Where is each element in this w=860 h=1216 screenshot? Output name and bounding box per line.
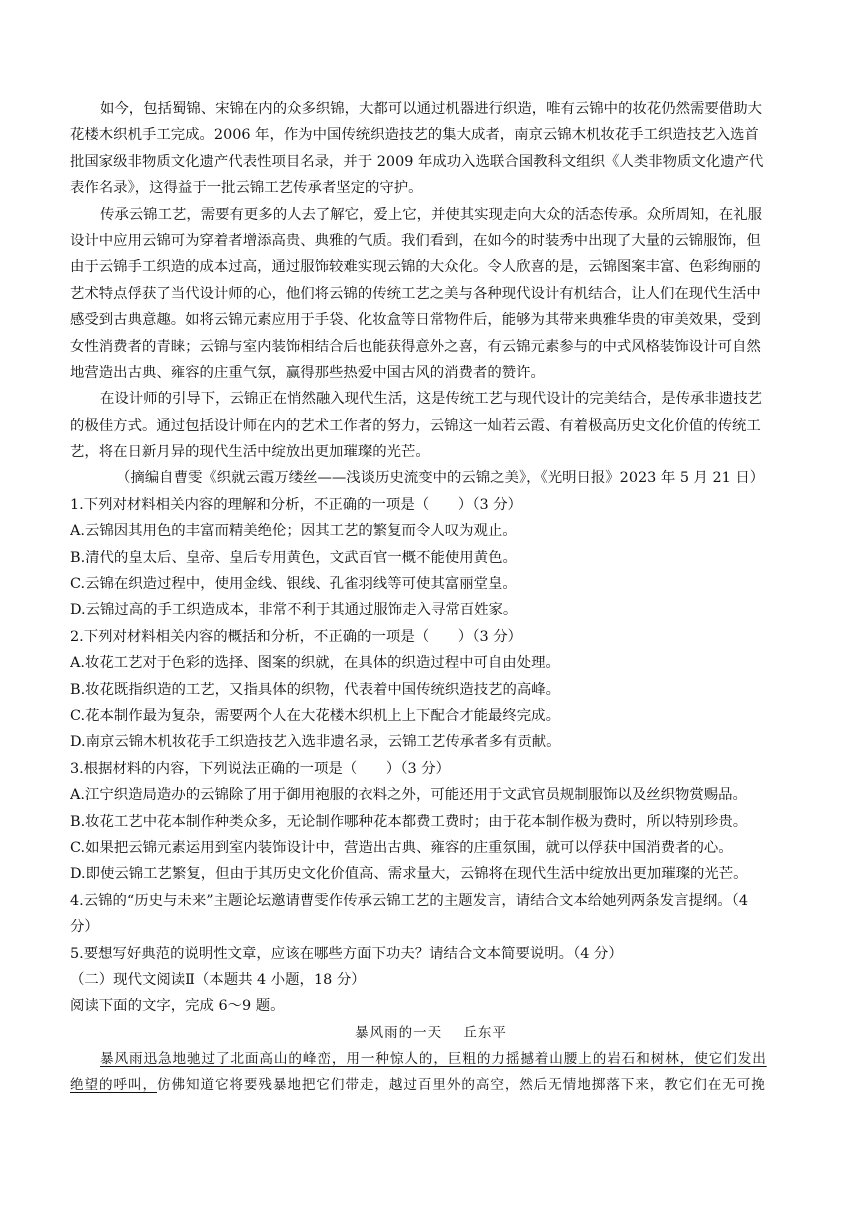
option-c: C.花本制作最为复杂，需要两个人在大花楼木织机上上下配合才能最终完成。 bbox=[70, 707, 560, 724]
option-a: A.云锦因其用色的丰富而精美绝伦；因其工艺的繁复而令人叹为观止。 bbox=[70, 523, 517, 540]
question-stem: 2.下列对材料相关内容的概括和分析，不正确的一项是（ ）（3 分） bbox=[70, 628, 522, 645]
text-line: 如今，包括蜀锦、宋锦在内的众多织锦，大都可以通过机器进行织造，唯有云锦中的妆花仍然需要借助大 bbox=[100, 101, 762, 117]
question-stem-continued: 分） bbox=[70, 919, 99, 936]
question-stem: 3.根据材料的内容，下列说法正确的一项是（ ）（3 分） bbox=[70, 760, 451, 777]
text-line: 批国家级非物质文化遗产代表性项目名录，并于 2009 年成功入选联合国教科文组织《人类非物质文化遗产代 bbox=[70, 153, 764, 170]
option-a: A.江宁织造局造办的云锦除了用于御用袍服的衣料之外，可能还用于文武官员规制服饰以及丝织物赏赐品。 bbox=[70, 787, 747, 804]
option-c: C.云锦在织造过程中，使用金线、银线、孔雀羽线等可使其富丽堂皇。 bbox=[70, 576, 517, 593]
text-line: 传承云锦工艺，需要有更多的人去了解它，爱上它，并使其实现走向大众的活态传承。众所周知，在礼服 bbox=[100, 206, 762, 223]
story-author: 丘东平 bbox=[463, 1024, 507, 1041]
option-b: B.妆花既指织造的工艺，又指具体的织物，代表着中国传统织造技艺的高峰。 bbox=[70, 681, 561, 698]
option-d: D.云锦过高的手工织造成本，非常不利于其通过服饰走入寻常百姓家。 bbox=[70, 602, 518, 619]
text-line: 女性消费者的青睐；云锦与室内装饰相结合后也能获得意外之喜，有云锦元素参与的中式风格装饰设计可自然 bbox=[70, 338, 761, 355]
text-line: 艺术特点俘获了当代设计师的心，他们将云锦的传统工艺之美与各种现代设计有机结合，让人们在现代生活中 bbox=[70, 285, 761, 302]
section-heading: （二）现代文阅读Ⅱ（本题共 4 小题，18 分） bbox=[70, 971, 366, 988]
question-5: 5.要想写好典范的说明性文章，应该在哪些方面下功夫？请结合文本简要说明。（4 分） bbox=[70, 945, 623, 962]
option-a: A.妆花工艺对于色彩的选择、图案的织就，在具体的织造过程中可自由处理。 bbox=[70, 655, 560, 672]
text-line: 的极佳方式。通过包括设计师在内的艺术工作者的努力，云锦这一灿若云霞、有着极高历史文化价值的传统工 bbox=[70, 417, 761, 434]
option-d: D.即使云锦工艺繁复，但由于其历史文化价值高、需求量大，云锦将在现代生活中绽放出更加璀璨的光芒。 bbox=[70, 866, 748, 883]
text-line: 在设计师的引导下，云锦正在悄然融入现代生活，这是传统工艺与现代设计的完美结合，是传承非遗技艺 bbox=[100, 391, 762, 408]
text-line: 由于云锦手工织造的成本过高，通过服饰较难实现云锦的大众化。令人欣喜的是，云锦图案丰富、色彩绚丽的 bbox=[70, 259, 761, 276]
question-4 bbox=[70, 888, 792, 941]
option-b: B.妆花工艺中花本制作种类众多，无论制作哪种花本都费工费时；由于花本制作极为费时，所以特别珍贵。 bbox=[70, 813, 748, 830]
passage-para-2 bbox=[70, 202, 792, 387]
story-line bbox=[70, 1046, 792, 1072]
question-2 bbox=[70, 624, 792, 756]
story-title bbox=[70, 1020, 792, 1046]
story-text: 仿佛知道它将要残暴地把它们带走，越过百里外的高空，然后无情地掷落下来，教它们在无可挽 bbox=[156, 1077, 766, 1094]
passage-para-1 bbox=[70, 96, 792, 202]
question-3 bbox=[70, 756, 792, 888]
option-d: D.南京云锦木机妆花手工织造技艺入选非遗名录，云锦工艺传承者多有贡献。 bbox=[70, 734, 561, 751]
story-title-text: 暴风雨的一天 bbox=[355, 1024, 443, 1041]
option-b: B.清代的皇太后、皇帝、皇后专用黄色，文武百官一概不能使用黄色。 bbox=[70, 549, 517, 566]
text-line: 艺，将在日新月异的现代生活中绽放出更加璀璨的光芒。 bbox=[70, 444, 430, 461]
text-line: 表作名录》，这得益于一批云锦工艺传承者坚定的守护。 bbox=[70, 180, 423, 197]
text-line: 花楼木织机手工完成。2006 年，作为中国传统织造技艺的集大成者，南京云锦木机妆花手工织造技艺入选首 bbox=[70, 127, 759, 144]
text-line: 设计中应用云锦可为穿着者增添高贵、典雅的气质。我们看到，在如今的时装秀中出现了大量的云锦服饰，但 bbox=[70, 232, 761, 249]
text-line: 感受到古典意趣。如将云锦元素应用于手袋、化妆盒等日常物件后，能够为其带来典雅华贵的审美效果，受到 bbox=[70, 312, 761, 329]
section-instruction: 阅读下面的文字，完成 6～9 题。 bbox=[70, 998, 285, 1015]
question-1 bbox=[70, 492, 792, 624]
source-citation: （摘编自曹雯《织就云霞万缕丝——浅谈历史流变中的云锦之美》，《光明日报》2023 年 5 月 21 日） bbox=[116, 470, 765, 487]
exam-page bbox=[70, 96, 792, 1099]
question-stem: 4.云锦的“历史与未来”主题论坛邀请曹雯作传承云锦工艺的主题发言，请结合文本给她列两条发言提纲。（4 bbox=[70, 892, 748, 909]
option-c: C.如果把云锦元素运用到室内装饰设计中，营造出古典、雍容的庄重氛围，就可以俘获中国消费者的心。 bbox=[70, 839, 733, 856]
question-stem: 1.下列对材料相关内容的理解和分析，不正确的一项是（ ）（3 分） bbox=[70, 496, 522, 513]
underlined-text: 绝望的呼叫， bbox=[70, 1077, 157, 1094]
passage-para-3 bbox=[70, 386, 792, 465]
story-line bbox=[70, 1072, 792, 1098]
underlined-text: 暴风雨迅急地驰过了北面高山的峰峦，用一种惊人的，巨粗的力摇撼着山腰上的岩石和树林，使它们发出 bbox=[100, 1051, 767, 1068]
text-line: 地营造出古典、雍容的庄重气氛，赢得那些热爱中国古风的消费者的赞许。 bbox=[70, 364, 545, 381]
